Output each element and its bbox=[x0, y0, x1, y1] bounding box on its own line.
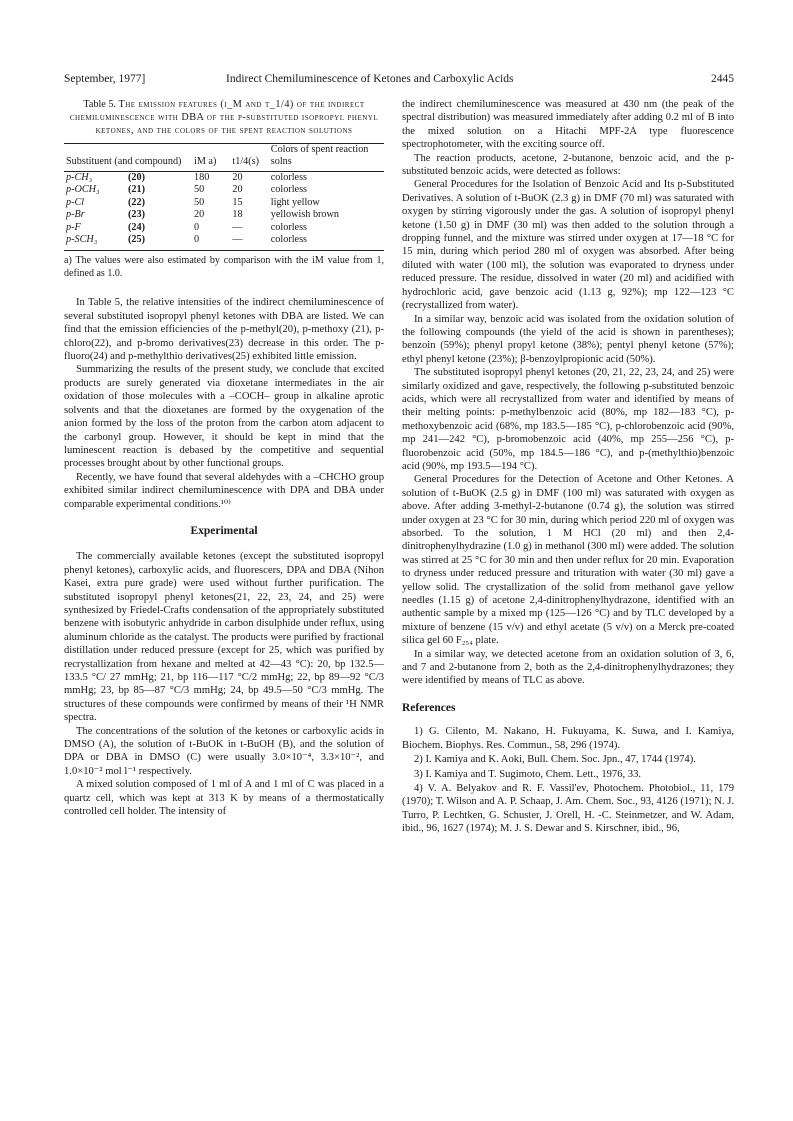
col-header-colors: Colors of spent reaction solns bbox=[270, 144, 369, 167]
substituent-name: p-Cl bbox=[66, 196, 85, 208]
right-paragraph-6: General Procedures for the Detection of Acetone and Other Ketones. A solution of t-BuOK (2.5 g) in DMF (100 ml) was saturated with oxygen as above. After adding 3-methyl-2-butanone (0.74 g), the solution was stirred under oxygen at 23 °C for 30 min, during which period 220 ml of oxygen was absorbed. To the solution, 1 M HCl (20 ml) and then 2,4-dinitrophenylhydrazine (1.0 g) in methanol (300 ml) were added. The solution was stirred at 25 °C for 30 min and then under reflux for 20 min. Evaporation to dryness under reduced pressure and trituration with water (30 ml) gave a yellow solid. The crystallization of the solid from methanol gave yellow needles (1.15 g) of acetone 2,4-dinitrophenylhydrazone, identified with an authentic sample by a mixed mp (125—126 °C) and by TLC developed by a mixture of benzene (15 v/v) and ethyl acetate (5 v/v) on a Merck pre-coated silica gel 60 F₂₅₄ plate. bbox=[402, 474, 734, 647]
table-row bbox=[64, 222, 384, 234]
right-paragraph-5: The substituted isopropyl phenyl ketones (20, 21, 22, 23, 24, and 25) were similarly oxidized and gave, respectively, the following p-substituted benzoic acids, which were all recrystallized from water and identified by means of their melting points: p-methylbenzoic acid (80%, mp 182—183 °C), p-methoxybenzoic acid (68%, mp 183.5—185 °C), p-chlorobenzoic acid (90%, mp 241—242 °C), p-bromobenzoic acid (40%, mp 255—256 °C), p-fluorobenzoic acid (50%, mp 184.5—186 °C), and p-(methylthio)benzoic acid (90%, mp 193.5—194 °C). bbox=[402, 367, 734, 472]
cell-t14: 20 bbox=[232, 172, 243, 183]
right-paragraph-2: The reaction products, acetone, 2-butanone, benzoic acid, and the p-substituted benzoic acids, were detected as follows: bbox=[402, 152, 734, 178]
cell-im: 50 bbox=[194, 184, 205, 196]
experimental-paragraph-2: The concentrations of the solution of the ketones or carboxylic acids in DMSO (A), the solution of t-BuOK in t-BuOH (B), and the solution of DPA or DBA in DMSO (C) were usually 3.0×10⁻⁴, 3.3×10⁻², and 1.0×10⁻² mol l⁻¹ respectively. bbox=[64, 725, 384, 777]
table-caption-text: The emission features (i_M and t_1/4) of the indirect chemiluminescence with DBA of the p-substituted isopropyl phenyl ketones, and the colors of the spent reaction solutions bbox=[69, 99, 379, 136]
col-header-im: iM a) bbox=[194, 156, 217, 167]
right-column bbox=[402, 98, 734, 837]
table-body bbox=[64, 172, 384, 251]
cell-color: colorless bbox=[270, 184, 307, 196]
table-footnote: a) The values were also estimated by comparison with the iM value from 1, defined as 1.0. bbox=[64, 255, 384, 279]
cell-substituent bbox=[64, 234, 192, 251]
table-header-row bbox=[64, 144, 384, 172]
cell-im: 20 bbox=[194, 209, 205, 221]
left-paragraph-3: Recently, we have found that several aldehydes with a –CHCHO group exhibited similar indirect chemiluminescence with DPA and DBA under comparable experimental conditions.¹⁰⁾ bbox=[64, 471, 384, 510]
cell-im: 50 bbox=[194, 196, 205, 208]
cell-substituent bbox=[64, 222, 192, 234]
reference-2: 2) I. Kamiya and K. Aoki, Bull. Chem. Soc. Jpn., 47, 1744 (1974). bbox=[414, 754, 696, 766]
experimental-paragraph-3: A mixed solution composed of 1 ml of A and 1 ml of C was placed in a quartz cell, which was kept at 313 K by means of a thermostatically controlled cell holder. The intensity of bbox=[64, 779, 384, 818]
cell-im: 0 bbox=[194, 234, 200, 246]
cell-color: colorless bbox=[270, 221, 307, 233]
references-heading: References bbox=[402, 701, 456, 714]
cell-color: colorless bbox=[270, 234, 307, 246]
compound-number: (24) bbox=[128, 221, 145, 233]
cell-substituent bbox=[64, 172, 192, 185]
cell-substituent bbox=[64, 184, 192, 196]
cell-t14: 20 bbox=[232, 184, 243, 196]
cell-im: 0 bbox=[194, 221, 200, 233]
header-date: September, 1977] bbox=[64, 73, 146, 85]
table-row bbox=[64, 172, 384, 185]
table-caption-label: Table 5. bbox=[83, 99, 116, 110]
col-header-substituent: Substituent (and compound) bbox=[66, 156, 182, 167]
cell-color: light yellow bbox=[270, 196, 320, 208]
substituent-name: p-OCH₃ bbox=[66, 184, 100, 196]
cell-color: yellowish brown bbox=[270, 209, 339, 221]
table-row bbox=[64, 234, 384, 251]
reference-1: 1) G. Cilento, M. Nakano, H. Fukuyama, K. Suwa, and I. Kamiya, Biochem. Biophys. Res. Commun., 58, 296 (1974). bbox=[402, 726, 734, 751]
right-paragraph-3: General Procedures for the Isolation of Benzoic Acid and Its p-Substituted Derivatives. A solution of t-BuOK (2.3 g) in DMF (70 ml) was saturated with oxygen by stirring vigorously under the gas. A solution of isopropyl phenyl ketone (1.50 g) in DMF (30 ml) was then added to the solution through a dropping funnel, and the mixture was stirred under oxygen at 17—18 °C for 15 min, during which period 280 ml of oxygen was absorbed. After being diluted with water (100 ml), the solution was evaporated to dryness under reduced pressure. The residue, dissolved in water (20 ml) and acidified with hydrochloric acid, gave benzoic acid (1.13 g, 92%); mp 122—123 °C (recrystallized from water). bbox=[402, 179, 734, 312]
substituent-name: p-F bbox=[66, 221, 81, 233]
cell-t14: 18 bbox=[232, 209, 243, 221]
left-paragraph-2: Summarizing the results of the present study, we conclude that excited products are surely generated via dioxetane intermediates in the air oxidation of those molecules with a –COCH– group in alkaline aprotic solvents and that the dioxetanes are formed by the oxygenation of the anion formed by the loss of the proton from the carbon atom adjacent to the carbonyl group. However, it should be kept in mind that the luminescent reaction is debased by the competitive and sequential processes brought about by other functional groups. bbox=[64, 364, 384, 470]
experimental-paragraph-1: The commercially available ketones (except the substituted isopropyl phenyl ketones), carboxylic acids, and fluorescers, DPA and DBA (Nihon Kasei, extra pure grade) were used without further purification. The substituted isopropyl phenyl ketones(21, 22, 23, 24, and 25) were synthesized by Friedel-Crafts condensation of the appropriately substituted benzene with isobutyric anhydride in carbon disulphide under reflux, using aluminum chloride as the catalyst. The products were purified by fractional distillation under reduced pressure (except for 25, which was purified by recrystallization from hexane and melted at 42—43 °C): 20, bp 132.5—133.5 °C/ 27 mmHg; 21, bp 116—117 °C/2 mmHg; 22, bp 89—92 °C/3 mmHg; 23, bp 85—87 °C/3 mmHg; 24, bp 49.5—50 °C/3 mmHg. The structures of these compounds were confirmed by means of their ¹H NMR spectra. bbox=[64, 551, 384, 724]
header-page-number: 2445 bbox=[711, 73, 734, 85]
left-paragraph-1: In Table 5, the relative intensities of the indirect chemiluminescence of several substituted isopropyl phenyl ketones with DBA are listed. We can find that the emission efficiencies of the p-methyl(20), p-methoxy (21), p-chloro(22), and p-bromo derivatives(23) decrease in this order. The p-fluoro(24) and p-methylthio derivatives(25) exhibited little emission. bbox=[64, 297, 384, 363]
compound-number: (23) bbox=[128, 209, 145, 221]
right-paragraph-1: the indirect chemiluminescence was measured at 430 nm (the peak of the spectral distribution) was measured immediately after adding 0.2 ml of B into the mixed solution on a Hitachi MPF-2A type fluorescence spectrophotometer, with the exciting source off. bbox=[402, 99, 734, 151]
experimental-heading: Experimental bbox=[190, 524, 258, 537]
cell-color: colorless bbox=[270, 172, 307, 183]
substituent-name: p-SCH₃ bbox=[66, 234, 98, 246]
cell-t14: — bbox=[232, 234, 243, 246]
substituent-name: p-Br bbox=[66, 209, 85, 221]
table-row bbox=[64, 209, 384, 221]
compound-number: (25) bbox=[128, 234, 145, 246]
emission-table bbox=[64, 143, 384, 251]
compound-number: (20) bbox=[128, 172, 145, 183]
compound-number: (21) bbox=[128, 184, 145, 196]
right-paragraph-4: In a similar way, benzoic acid was isolated from the oxidation solution of the following compounds (the yield of the acid is shown in parentheses); benzoin (59%); phenyl propyl ketone (38%); pentyl phenyl ketone (57%); ethyl phenyl ketone (23%); β-benzoylpropionic acid (50%). bbox=[402, 313, 734, 365]
col-header-t14: t1/4(s) bbox=[232, 156, 259, 167]
table-caption bbox=[64, 98, 384, 137]
compound-number: (22) bbox=[128, 196, 145, 208]
table-row bbox=[64, 197, 384, 209]
reference-4: 4) V. A. Belyakov and R. F. Vassil'ev, Photochem. Photobiol., 11, 179 (1970); T. Wilson and A. P. Schaap, J. Am. Chem. Soc., 93, 4126 (1971); N. J. Turro, P. Lechtken, G. Schuster, J. Orell, H. -C. Steinmetzer, and W. Adam, ibid., 96, 1627 (1974); M. J. S. Dewar and S. Kirschner, ibid., 96, bbox=[402, 782, 734, 835]
right-paragraph-7: In a similar way, we detected acetone from an oxidation solution of 3, 6, and 7 and 2-butanone from 2, both as the 2,4-dinitrophenylhydrazones; they were identified by means of TLC as above. bbox=[402, 648, 734, 687]
cell-im: 180 bbox=[194, 172, 210, 183]
cell-t14: 15 bbox=[232, 196, 243, 208]
references-list bbox=[402, 725, 734, 835]
running-header bbox=[64, 73, 734, 89]
left-column bbox=[64, 98, 384, 818]
table-row bbox=[64, 184, 384, 196]
reference-3: 3) I. Kamiya and T. Sugimoto, Chem. Lett., 1976, 33. bbox=[414, 768, 642, 780]
cell-substituent bbox=[64, 209, 192, 221]
header-title: Indirect Chemiluminescence of Ketones and Carboxylic Acids bbox=[226, 73, 514, 85]
cell-substituent bbox=[64, 197, 192, 209]
cell-t14: — bbox=[232, 221, 243, 233]
substituent-name: p-CH₃ bbox=[66, 172, 93, 183]
